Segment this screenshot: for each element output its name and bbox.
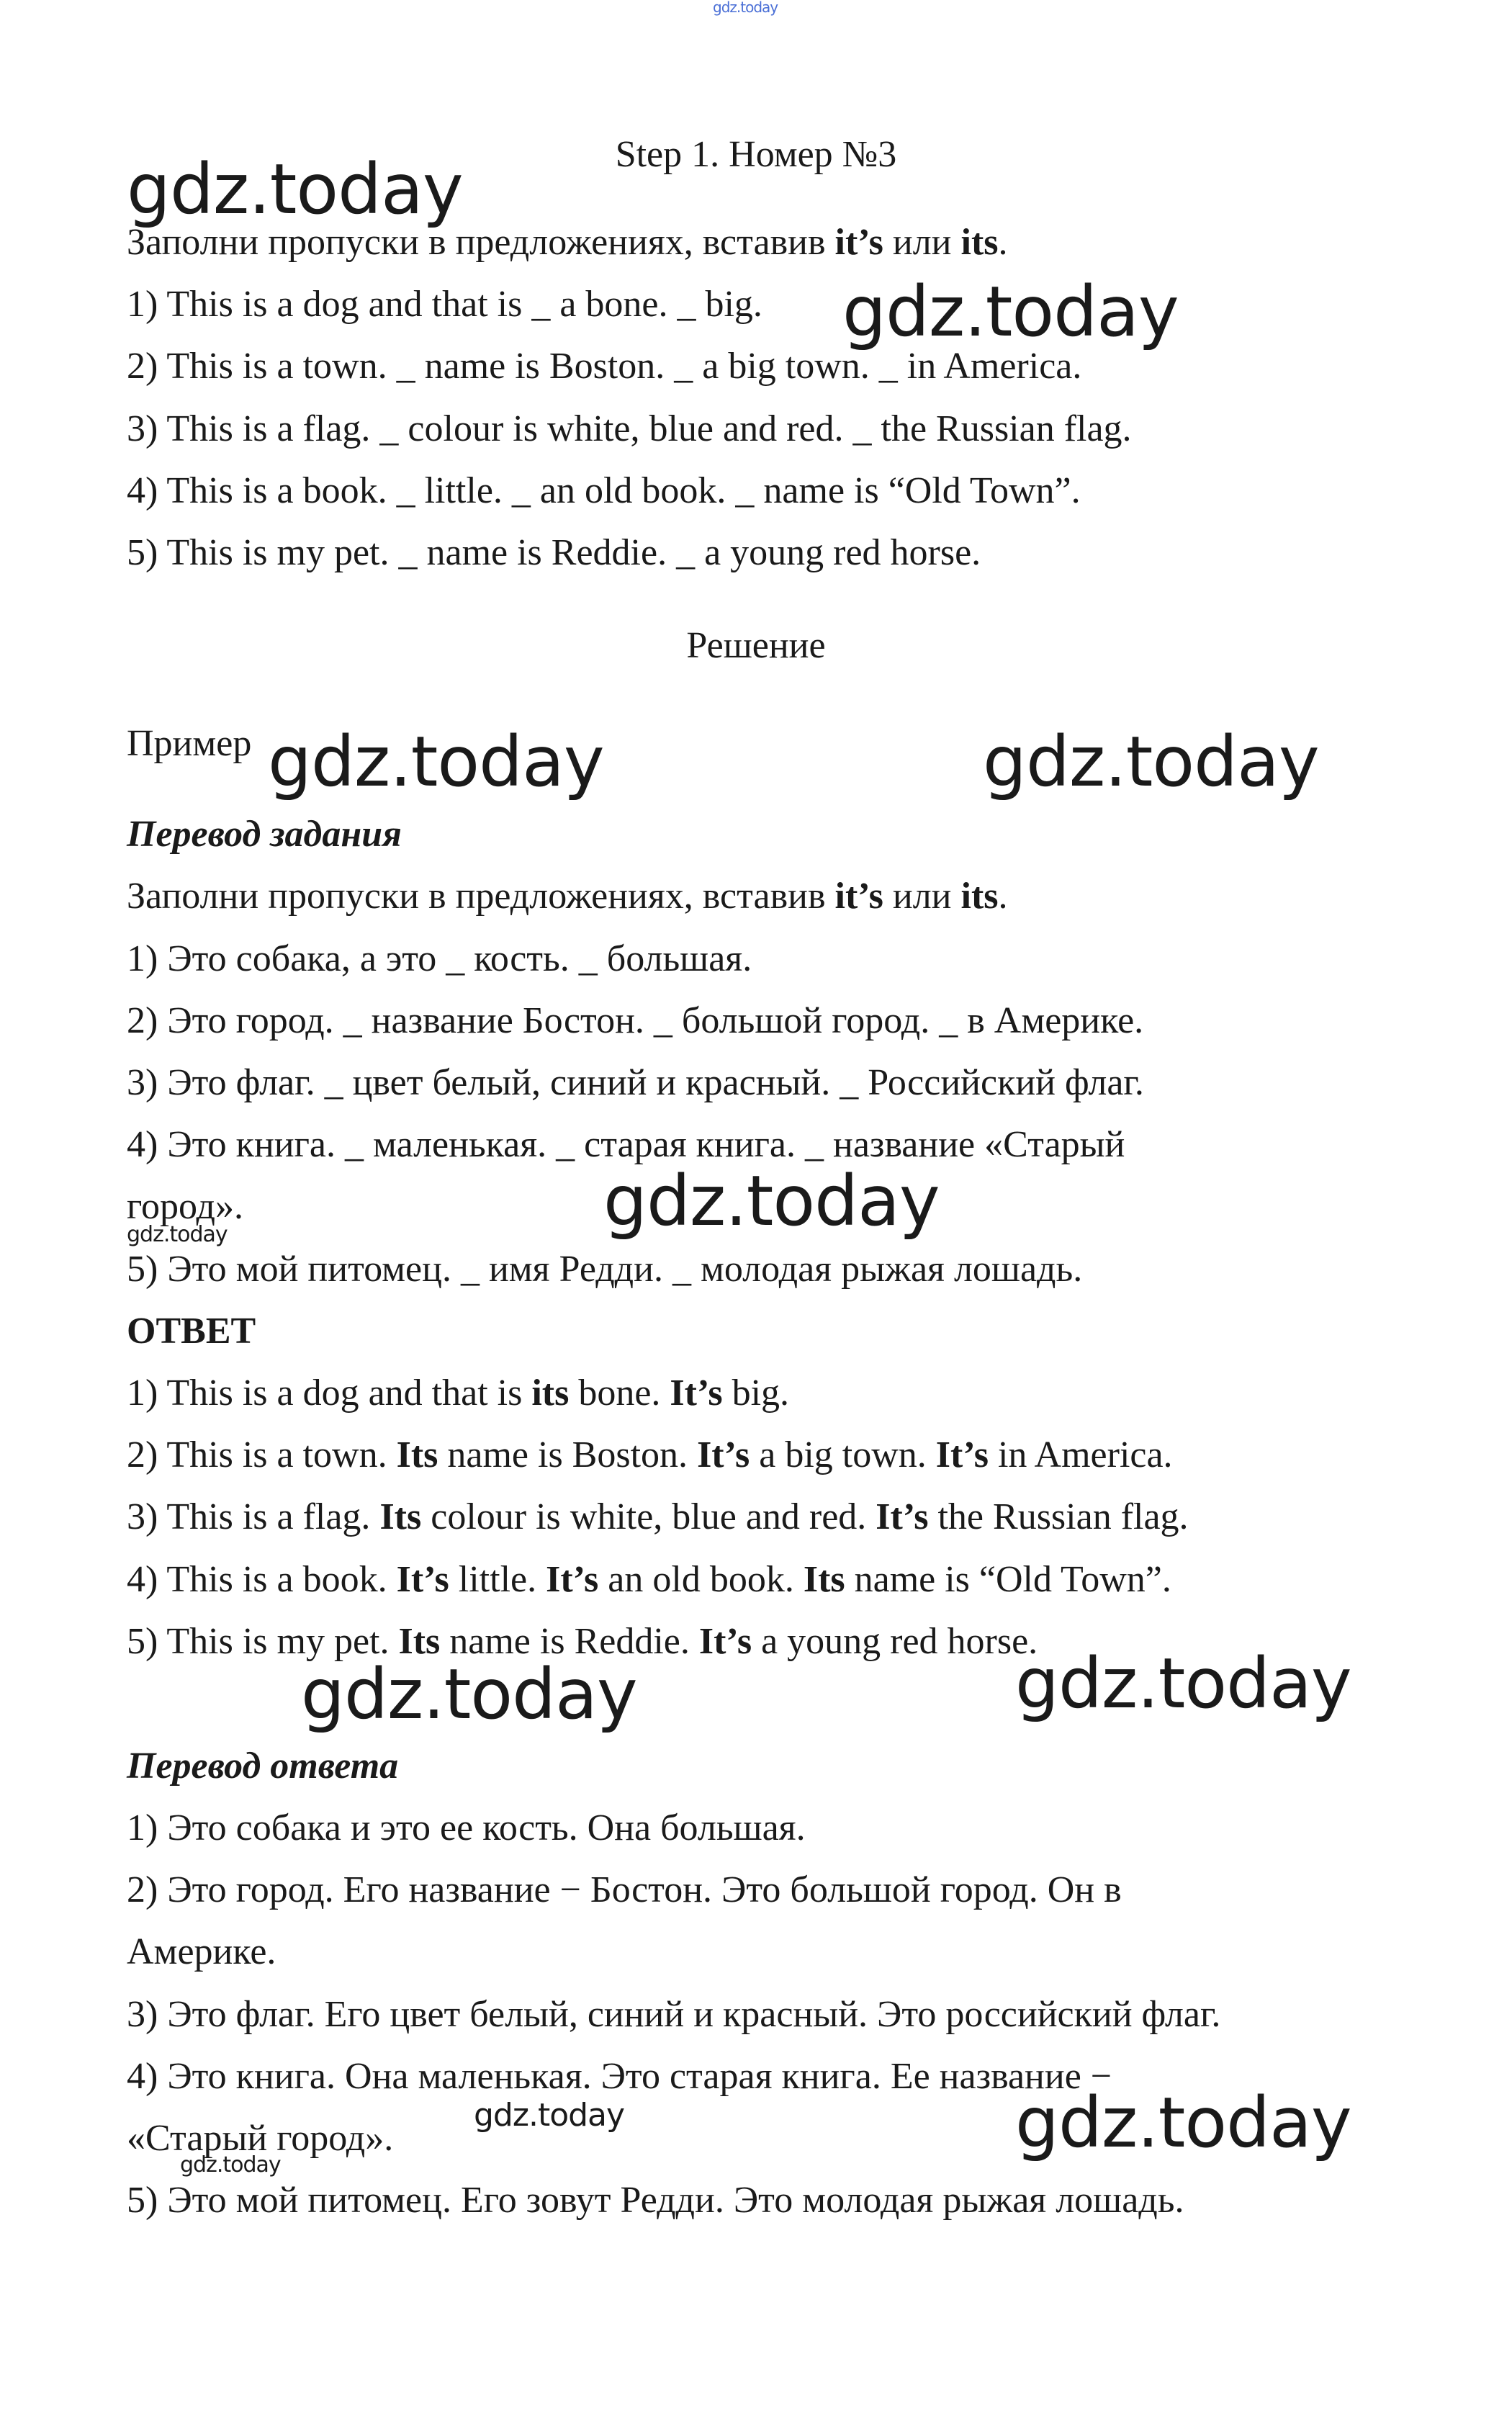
exercise-line-2: 2) This is a town. _ name is Boston. _ a big town. _ in America.: [127, 346, 1082, 387]
answer-translation-line: 4) Это книга. Она маленькая. Это старая книга. Ее название −: [127, 2056, 1112, 2097]
watermark: gdz.today: [268, 722, 604, 802]
answer-translation-line: 3) Это флаг. Его цвет белый, синий и красный. Это российский флаг.: [127, 1994, 1221, 2035]
exercise-line-1: 1) This is a dog and that is _ a bone. _ big.: [127, 284, 762, 325]
watermark: gdz.today: [603, 1161, 940, 1241]
watermark: gdz.today: [474, 2097, 625, 2134]
task-translation-line: город».: [127, 1186, 243, 1227]
answer-translation-line: Америке.: [127, 1931, 276, 1972]
watermark: gdz.today: [301, 1654, 637, 1735]
answer-translation-line: 2) Это город. Его название − Бостон. Это большой город. Он в: [127, 1869, 1122, 1910]
watermark: gdz.today: [842, 271, 1179, 352]
watermark: gdz.today: [180, 2152, 281, 2178]
answer-translation-line: 5) Это мой питомец. Его зовут Редди. Это молодая рыжая лошадь.: [127, 2180, 1184, 2221]
task-translation-heading: Перевод задания: [127, 814, 402, 855]
task-translation-line: 2) Это город. _ название Бостон. _ большой город. _ в Америке.: [127, 1000, 1144, 1041]
exercise-line-4: 4) This is a book. _ little. _ an old book. _ name is “Old Town”.: [127, 470, 1081, 511]
task-translation-line: 5) Это мой питомец. _ имя Редди. _ молодая рыжая лошадь.: [127, 1249, 1083, 1290]
watermark-top: gdz.today: [713, 0, 778, 16]
exercise-line-3: 3) This is a flag. _ colour is white, blue and red. _ the Russian flag.: [127, 408, 1132, 449]
answer-line-3: 3) This is a flag. Its colour is white, blue and red. It’s the Russian flag.: [127, 1496, 1189, 1537]
task-translation-line: 3) Это флаг. _ цвет белый, синий и красный. _ Российский флаг.: [127, 1062, 1144, 1103]
answer-translation-heading: Перевод ответа: [127, 1745, 399, 1787]
answer-line-1: 1) This is a dog and that is its bone. It’s big.: [127, 1372, 790, 1414]
task-translation-instruction: Заполни пропуски в предложениях, вставив it’s или its.: [127, 876, 1008, 917]
page-title: Step 1. Номер №3: [615, 134, 897, 175]
watermark: gdz.today: [1015, 1643, 1351, 1724]
watermark: gdz.today: [127, 1222, 228, 1247]
task-translation-line: 1) Это собака, а это _ кость. _ большая.: [127, 938, 752, 979]
task-instruction: Заполни пропуски в предложениях, вставив it’s или its.: [127, 222, 1008, 263]
answer-line-2: 2) This is a town. Its name is Boston. It’s a big town. It’s in America.: [127, 1434, 1173, 1475]
watermark: gdz.today: [127, 149, 463, 230]
example-label: Пример: [127, 723, 252, 764]
exercise-line-5: 5) This is my pet. _ name is Reddie. _ a young red horse.: [127, 532, 981, 573]
solution-heading: Решение: [686, 625, 826, 666]
answer-line-4: 4) This is a book. It’s little. It’s an old book. Its name is “Old Town”.: [127, 1559, 1171, 1600]
answer-heading: ОТВЕТ: [127, 1311, 256, 1352]
watermark: gdz.today: [1015, 2082, 1351, 2163]
answer-translation-line: 1) Это собака и это ее кость. Она большая.: [127, 1807, 806, 1848]
task-translation-line: 4) Это книга. _ маленькая. _ старая книга. _ название «Старый: [127, 1124, 1125, 1165]
answer-line-5: 5) This is my pet. Its name is Reddie. It’s a young red horse.: [127, 1621, 1038, 1662]
watermark: gdz.today: [983, 722, 1319, 802]
answer-translation-line: «Старый город».: [127, 2118, 394, 2159]
